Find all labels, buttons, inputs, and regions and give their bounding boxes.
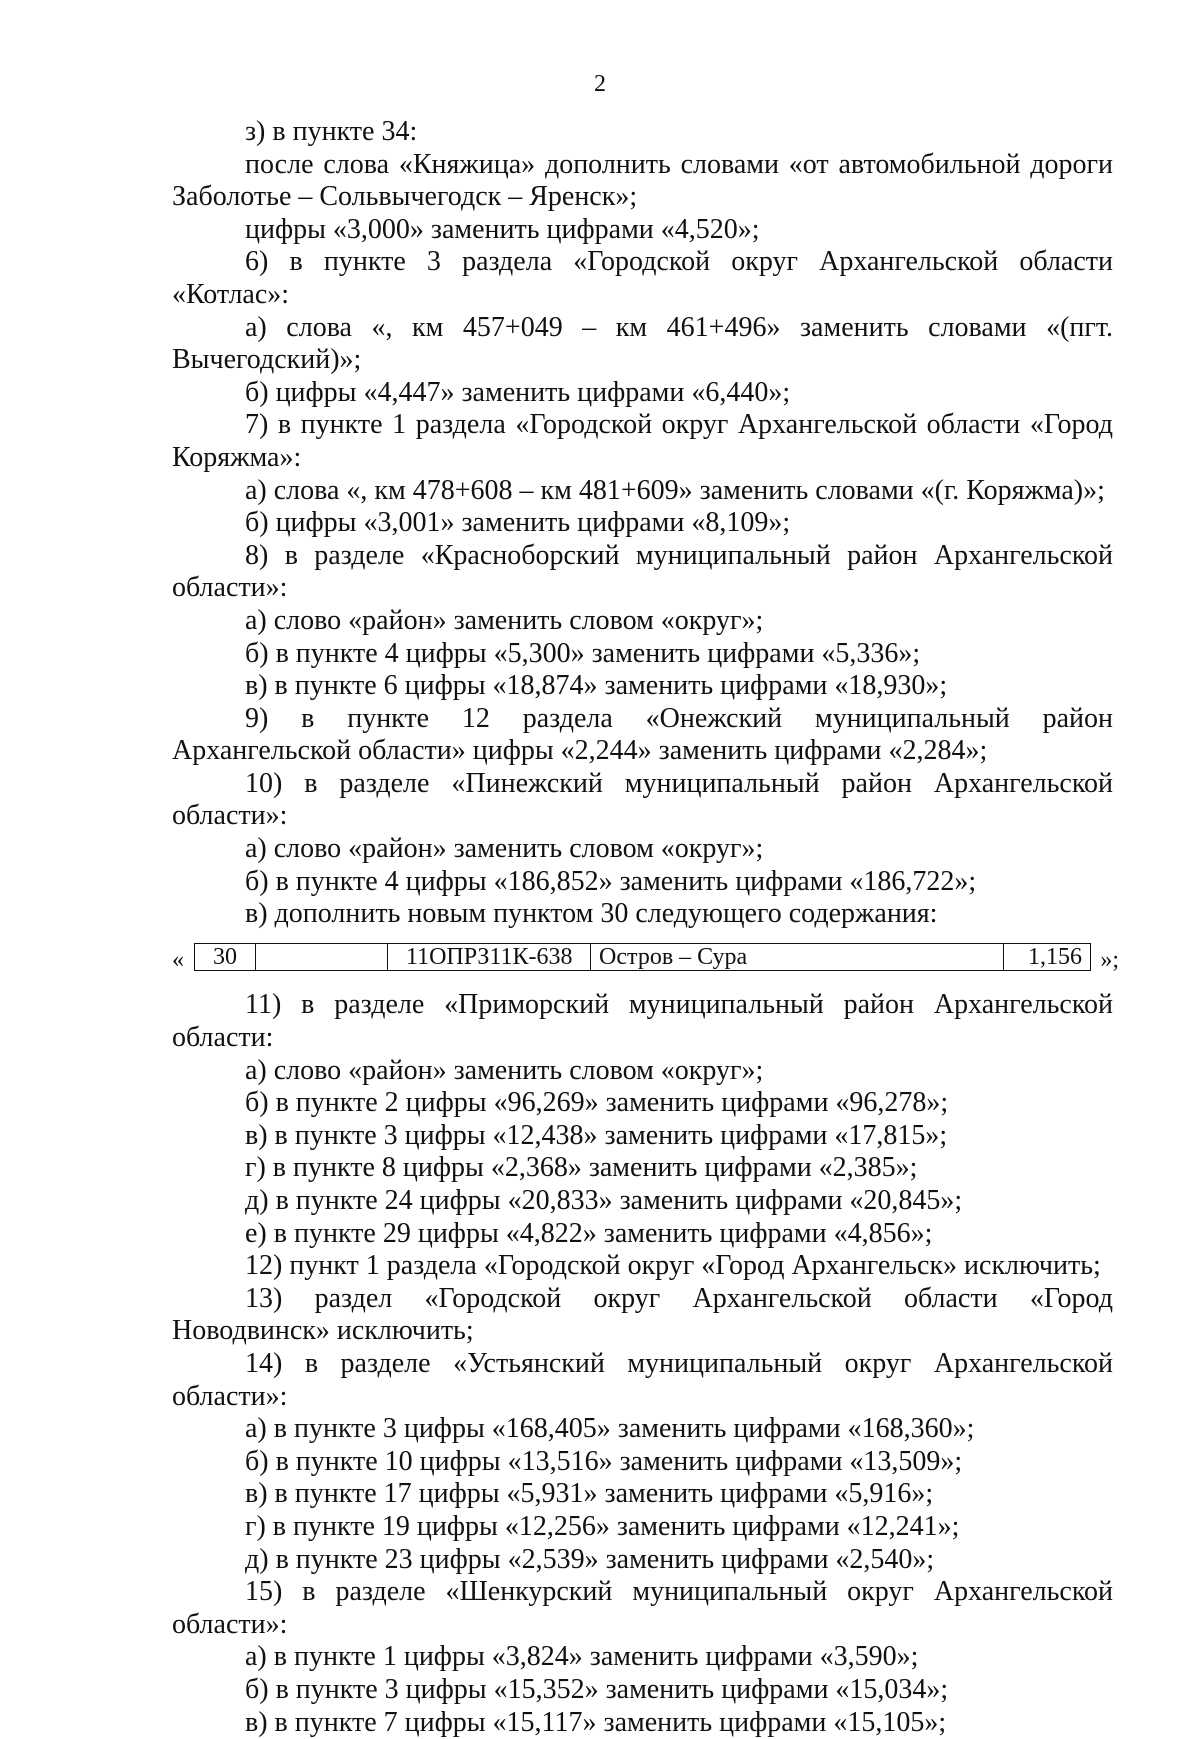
paragraph: г) в пункте 19 цифры «12,256» заменить цифрами «12,241»; [172,1511,1113,1544]
paragraph: 13) раздел «Городской округ Архангельской области «Город Новодвинск» исключить; [172,1283,1113,1348]
paragraph: б) цифры «4,447» заменить цифрами «6,440»; [172,377,1113,410]
paragraph: б) в пункте 10 цифры «13,516» заменить цифрами «13,509»; [172,1446,1113,1479]
paragraph: 15) в разделе «Шенкурский муниципальный округ Архангельской области»: [172,1576,1113,1641]
paragraph: а) слово «район» заменить словом «округ»; [172,1055,1113,1088]
paragraph: б) цифры «3,001» заменить цифрами «8,109»; [172,507,1113,540]
cell-road-code: 11ОПРЗ11К-638 [388,943,591,970]
paragraph: 12) пункт 1 раздела «Городской округ «Город Архангельск» исключить; [172,1250,1113,1283]
paragraph: д) в пункте 23 цифры «2,539» заменить цифрами «2,540»; [172,1544,1113,1577]
paragraph: д) в пункте 24 цифры «20,833» заменить цифрами «20,845»; [172,1185,1113,1218]
cell-road-name: Остров – Сура [591,943,1004,970]
paragraph: цифры «3,000» заменить цифрами «4,520»; [172,214,1113,247]
amendment-table [194,943,1091,971]
paragraph: в) в пункте 7 цифры «15,117» заменить цифрами «15,105»; [172,1707,1113,1739]
cell-empty [256,943,388,970]
paragraph: 8) в разделе «Красноборский муниципальный район Архангельской области»: [172,540,1113,605]
paragraph: а) слово «район» заменить словом «округ»; [172,605,1113,638]
paragraph: 9) в пункте 12 раздела «Онежский муниципальный район Архангельской области» цифры «2,244» заменить цифрами «2,284»; [172,703,1113,768]
paragraph: з) в пункте 34: [172,116,1113,149]
paragraph: а) в пункте 3 цифры «168,405» заменить цифрами «168,360»; [172,1413,1113,1446]
paragraph: а) слово «район» заменить словом «округ»; [172,833,1113,866]
paragraph: б) в пункте 2 цифры «96,269» заменить цифрами «96,278»; [172,1087,1113,1120]
paragraph: в) дополнить новым пунктом 30 следующего содержания: [172,898,1113,931]
cell-length: 1,156 [1004,943,1091,970]
paragraph: 7) в пункте 1 раздела «Городской округ Архангельской области «Город Коряжма»: [172,409,1113,474]
paragraph: г) в пункте 8 цифры «2,368» заменить цифрами «2,385»; [172,1152,1113,1185]
paragraph: после слова «Княжица» дополнить словами «от автомобильной дороги Заболотье – Сольвычегодск – Яренск»; [172,149,1113,214]
page-number: 2 [0,70,1200,98]
table-quote-open: « [172,944,184,977]
cell-number: 30 [195,943,256,970]
paragraph: в) в пункте 3 цифры «12,438» заменить цифрами «17,815»; [172,1120,1113,1153]
paragraph: а) слова «, км 457+049 – км 461+496» заменить словами «(пгт. Вычегодский)»; [172,312,1113,377]
paragraph: а) в пункте 1 цифры «3,824» заменить цифрами «3,590»; [172,1641,1113,1674]
paragraph: в) в пункте 6 цифры «18,874» заменить цифрами «18,930»; [172,670,1113,703]
paragraph: 14) в разделе «Устьянский муниципальный округ Архангельской области»: [172,1348,1113,1413]
paragraph: 6) в пункте 3 раздела «Городской округ Архангельской области «Котлас»: [172,246,1113,311]
paragraph: 11) в разделе «Приморский муниципальный район Архангельской области: [172,989,1113,1054]
paragraph: 10) в разделе «Пинежский муниципальный район Архангельской области»: [172,768,1113,833]
document-body [172,116,1113,1739]
inserted-table-row [172,941,1113,974]
paragraph: б) в пункте 3 цифры «15,352» заменить цифрами «15,034»; [172,1674,1113,1707]
table-quote-close: »; [1100,944,1119,977]
paragraph: в) в пункте 17 цифры «5,931» заменить цифрами «5,916»; [172,1478,1113,1511]
paragraph: е) в пункте 29 цифры «4,822» заменить цифрами «4,856»; [172,1218,1113,1251]
paragraph: а) слова «, км 478+608 – км 481+609» заменить словами «(г. Коряжма)»; [172,475,1113,508]
paragraph: б) в пункте 4 цифры «5,300» заменить цифрами «5,336»; [172,638,1113,671]
table-row [195,943,1091,970]
paragraph: б) в пункте 4 цифры «186,852» заменить цифрами «186,722»; [172,866,1113,899]
